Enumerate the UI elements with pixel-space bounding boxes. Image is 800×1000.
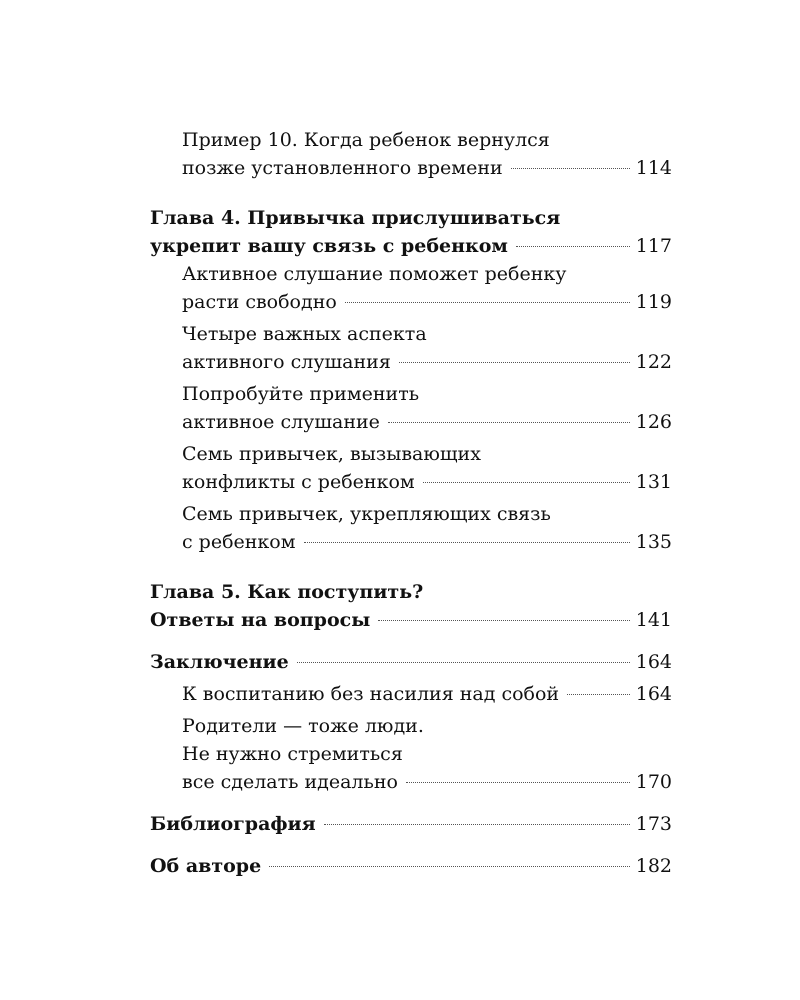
toc-entry-title-line: Активное слушание поможет ребенку: [182, 263, 567, 285]
toc-entry-title-line: позже установленного времени: [182, 157, 503, 179]
toc-entry-title-line: Не нужно стремиться: [182, 743, 403, 765]
toc-entry-title-line: Пример 10. Когда ребенок вернулся: [182, 129, 550, 151]
toc-entry-title-line: Семь привычек, укрепляющих связь: [182, 503, 551, 525]
toc-page-number: 173: [635, 813, 672, 835]
toc-entry-title-line: Заключение: [150, 651, 289, 673]
toc-entry-title-line: расти свободно: [182, 291, 337, 313]
toc-entry-active-listening-freedom: [150, 260, 672, 316]
toc-entry-conclusion: [150, 648, 672, 676]
dot-leader: [345, 301, 630, 303]
toc-page-number: 114: [635, 157, 672, 179]
toc-page-number: 126: [635, 411, 672, 433]
toc-page-number: 131: [635, 471, 672, 493]
toc-entry-title-line: Об авторе: [150, 855, 262, 877]
toc-entry-title-line: Родители — тоже люди.: [182, 715, 424, 737]
dot-leader: [423, 481, 630, 483]
dot-leader: [378, 619, 629, 621]
toc-entry-title-line: укрепит вашу связь с ребенком: [150, 235, 508, 257]
dot-leader: [304, 541, 630, 543]
toc-entry-chapter-5: [150, 578, 672, 634]
toc-page-number: 135: [635, 531, 672, 553]
toc-entry-title-line: Глава 5. Как поступить?: [150, 581, 424, 603]
toc-entry-title-line: Ответы на вопросы: [150, 609, 371, 631]
toc-entry-seven-conflict-habits: [150, 440, 672, 496]
toc-entry-title-line: Семь привычек, вызывающих: [182, 443, 481, 465]
dot-leader: [269, 865, 630, 867]
dot-leader: [324, 823, 630, 825]
toc-entry-parents-are-people: [150, 712, 672, 796]
toc-page-number: 117: [635, 235, 672, 257]
toc-entry-title-line: Глава 4. Привычка прислушиваться: [150, 207, 561, 229]
toc-entry-title-line: все сделать идеально: [182, 771, 398, 793]
toc-entry-title-line: Четыре важных аспекта: [182, 323, 427, 345]
toc-entry-upbringing-without-violence: [150, 680, 672, 708]
toc-page-number: 141: [635, 609, 672, 631]
dot-leader: [406, 781, 630, 783]
dot-leader: [399, 361, 630, 363]
toc-entry-title-line: активное слушание: [182, 411, 380, 433]
toc-entry-example-10: [150, 126, 672, 182]
toc-entry-title-line: с ребенком: [182, 531, 296, 553]
table-of-contents: [150, 126, 672, 880]
toc-entry-title-line: К воспитанию без насилия над собой: [182, 683, 560, 705]
dot-leader: [297, 661, 630, 663]
toc-page-number: 164: [635, 651, 672, 673]
toc-entry-title-line: Попробуйте применить: [182, 383, 420, 405]
toc-entry-chapter-4: [150, 204, 672, 260]
dot-leader: [388, 421, 630, 423]
toc-entry-seven-bonding-habits: [150, 500, 672, 556]
toc-entry-about-author: [150, 852, 672, 880]
toc-page-number: 122: [635, 351, 672, 373]
toc-entry-title-line: конфликты с ребенком: [182, 471, 415, 493]
toc-entry-try-active-listening: [150, 380, 672, 436]
toc-entry-four-aspects: [150, 320, 672, 376]
toc-page-number: 164: [635, 683, 672, 705]
toc-page-number: 170: [635, 771, 672, 793]
dot-leader: [516, 245, 630, 247]
dot-leader: [567, 693, 630, 695]
toc-page-number: 182: [635, 855, 672, 877]
toc-page-number: 119: [635, 291, 672, 313]
dot-leader: [511, 167, 630, 169]
toc-entry-bibliography: [150, 810, 672, 838]
toc-entry-title-line: Библиография: [150, 813, 316, 835]
toc-entry-title-line: активного слушания: [182, 351, 391, 373]
